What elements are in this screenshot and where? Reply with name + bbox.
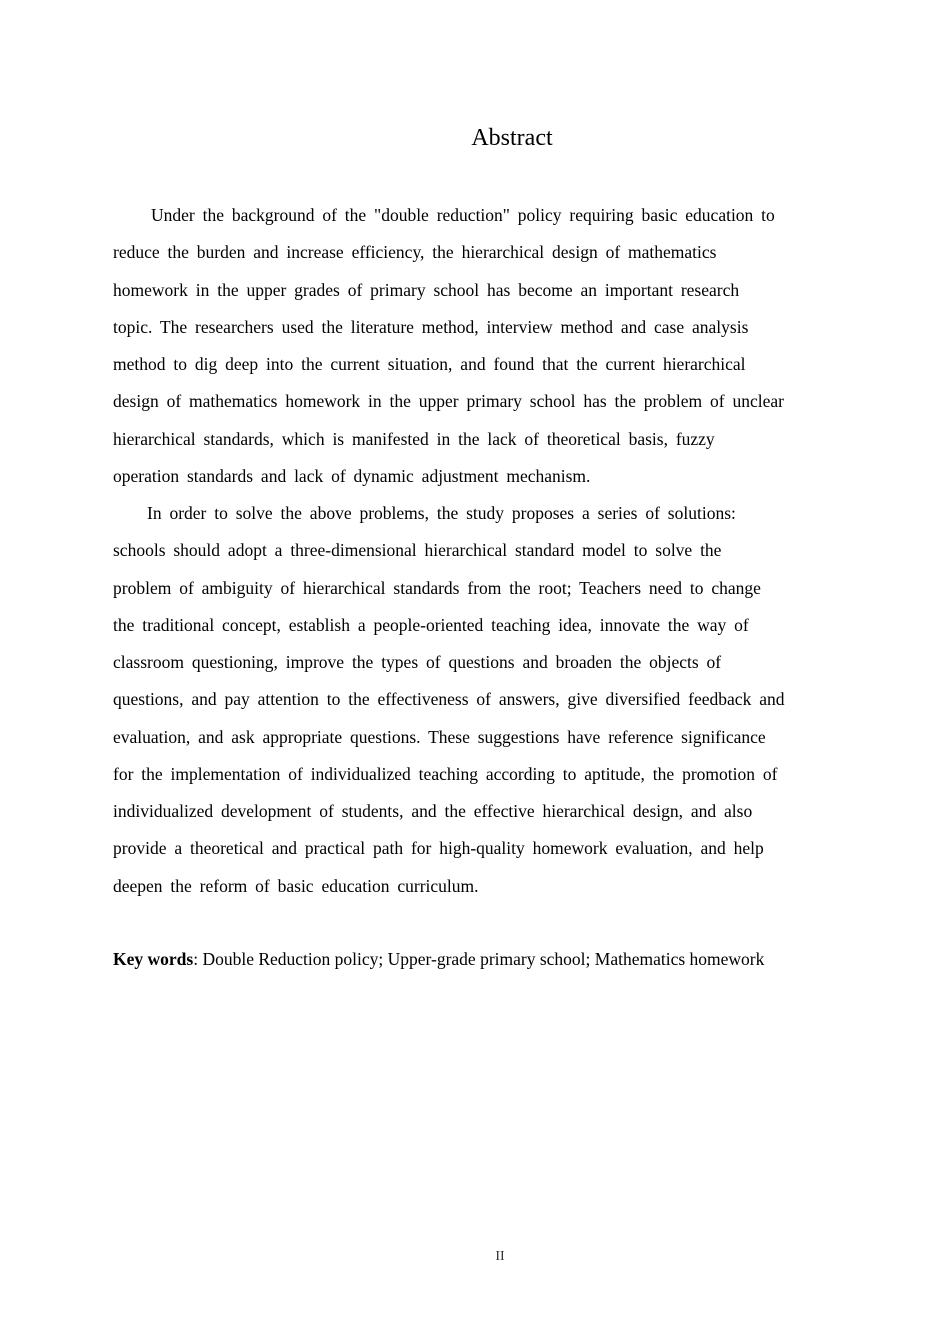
paragraph-2-line: evaluation, and ask appropriate questions. These suggestions have reference significance	[113, 726, 766, 747]
page-number: II	[495, 1249, 505, 1264]
paragraph-1-line: hierarchical standards, which is manifested in the lack of theoretical basis, fuzzy	[113, 428, 715, 449]
paragraph-2-line: In order to solve the above problems, the study proposes a series of solutions:	[147, 503, 736, 523]
paragraph-2-line: individualized development of students, and the effective hierarchical design, and also	[113, 801, 753, 821]
paragraph-2-line: provide a theoretical and practical path for high-quality homework evaluation, and help	[113, 838, 764, 859]
paragraph-2-line: deepen the reform of basic education curriculum.	[113, 875, 479, 896]
paragraph-1-line: homework in the upper grades of primary school has become an important research	[113, 279, 740, 300]
paragraph-2-line: problem of ambiguity of hierarchical standards from the root; Teachers need to change	[113, 577, 761, 598]
abstract-title: Abstract	[471, 125, 553, 151]
paragraph-2-line: questions, and pay attention to the effectiveness of answers, give diversified feedback and	[113, 689, 785, 710]
paragraph-2-line: classroom questioning, improve the types of questions and broaden the objects of	[113, 652, 722, 672]
paragraph-1-line: operation standards and lack of dynamic adjustment mechanism.	[113, 465, 591, 486]
paragraph-2-line: schools should adopt a three-dimensional hierarchical standard model to solve the	[113, 540, 722, 561]
keywords-text: : Double Reduction policy; Upper-grade primary school; Mathematics homework	[193, 949, 765, 969]
paragraph-2-line: the traditional concept, establish a people-oriented teaching idea, innovate the way of	[113, 614, 749, 635]
paragraph-1-line: design of mathematics homework in the upper primary school has the problem of unclear	[113, 391, 784, 412]
paragraph-1-line: Under the background of the "double reduction" policy requiring basic education to	[151, 205, 775, 225]
paragraph-1-line: method to dig deep into the current situation, and found that the current hierarchical	[113, 354, 746, 374]
abstract-body	[113, 197, 873, 905]
paragraph-1-line: reduce the burden and increase efficiency, the hierarchical design of mathematics	[113, 242, 717, 263]
paragraph-2-line: for the implementation of individualized teaching according to aptitude, the promotion of	[113, 763, 778, 784]
keywords-line	[113, 941, 764, 978]
paragraph-1-line: topic. The researchers used the literature method, interview method and case analysis	[113, 316, 749, 337]
keywords-label: Key words	[113, 949, 194, 969]
